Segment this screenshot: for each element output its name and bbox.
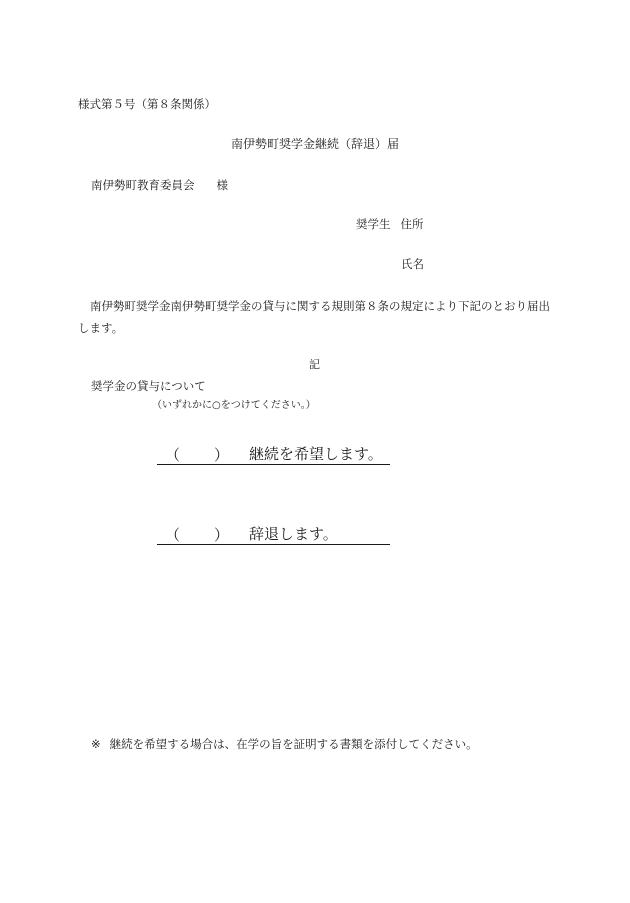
option-decline-label: 辞退します。: [249, 525, 338, 543]
addressee-honorific: 様: [216, 178, 228, 192]
option-continue-paren-open: （: [165, 446, 181, 464]
form-number: 様式第５号（第８条関係）: [78, 97, 216, 111]
document-title: 南伊勢町奨学金継続（辞退）届: [231, 137, 400, 151]
applicant-address-row: [356, 217, 424, 231]
name-label: 氏名: [401, 257, 424, 271]
footnote-mark: ※: [91, 737, 101, 751]
footnote: [91, 737, 478, 751]
option-decline[interactable]: [157, 522, 390, 545]
body-text: 南伊勢町奨学金南伊勢町奨学金の貸与に関する規則第８条の規定により下記のとおり届出します。: [78, 299, 550, 335]
section-heading: 奨学金の貸与について: [91, 379, 206, 393]
option-decline-paren-close: ）: [214, 526, 230, 544]
option-continue-paren-close: ）: [214, 446, 230, 464]
footnote-text: 継続を希望する場合は、在学の旨を証明する書類を添付してください。: [109, 737, 478, 751]
address-label: 住所: [400, 217, 424, 231]
addressee: [91, 178, 228, 192]
ki-label: 記: [309, 358, 320, 371]
instruction-text: （いずれかに○をつけてください。）: [152, 400, 316, 411]
option-continue[interactable]: [157, 442, 390, 465]
addressee-name: 南伊勢町教育委員会: [91, 178, 195, 192]
option-decline-paren-open: （: [165, 526, 181, 544]
option-continue-label: 継続を希望します。: [249, 445, 383, 463]
student-role-label: 奨学生: [356, 217, 391, 231]
